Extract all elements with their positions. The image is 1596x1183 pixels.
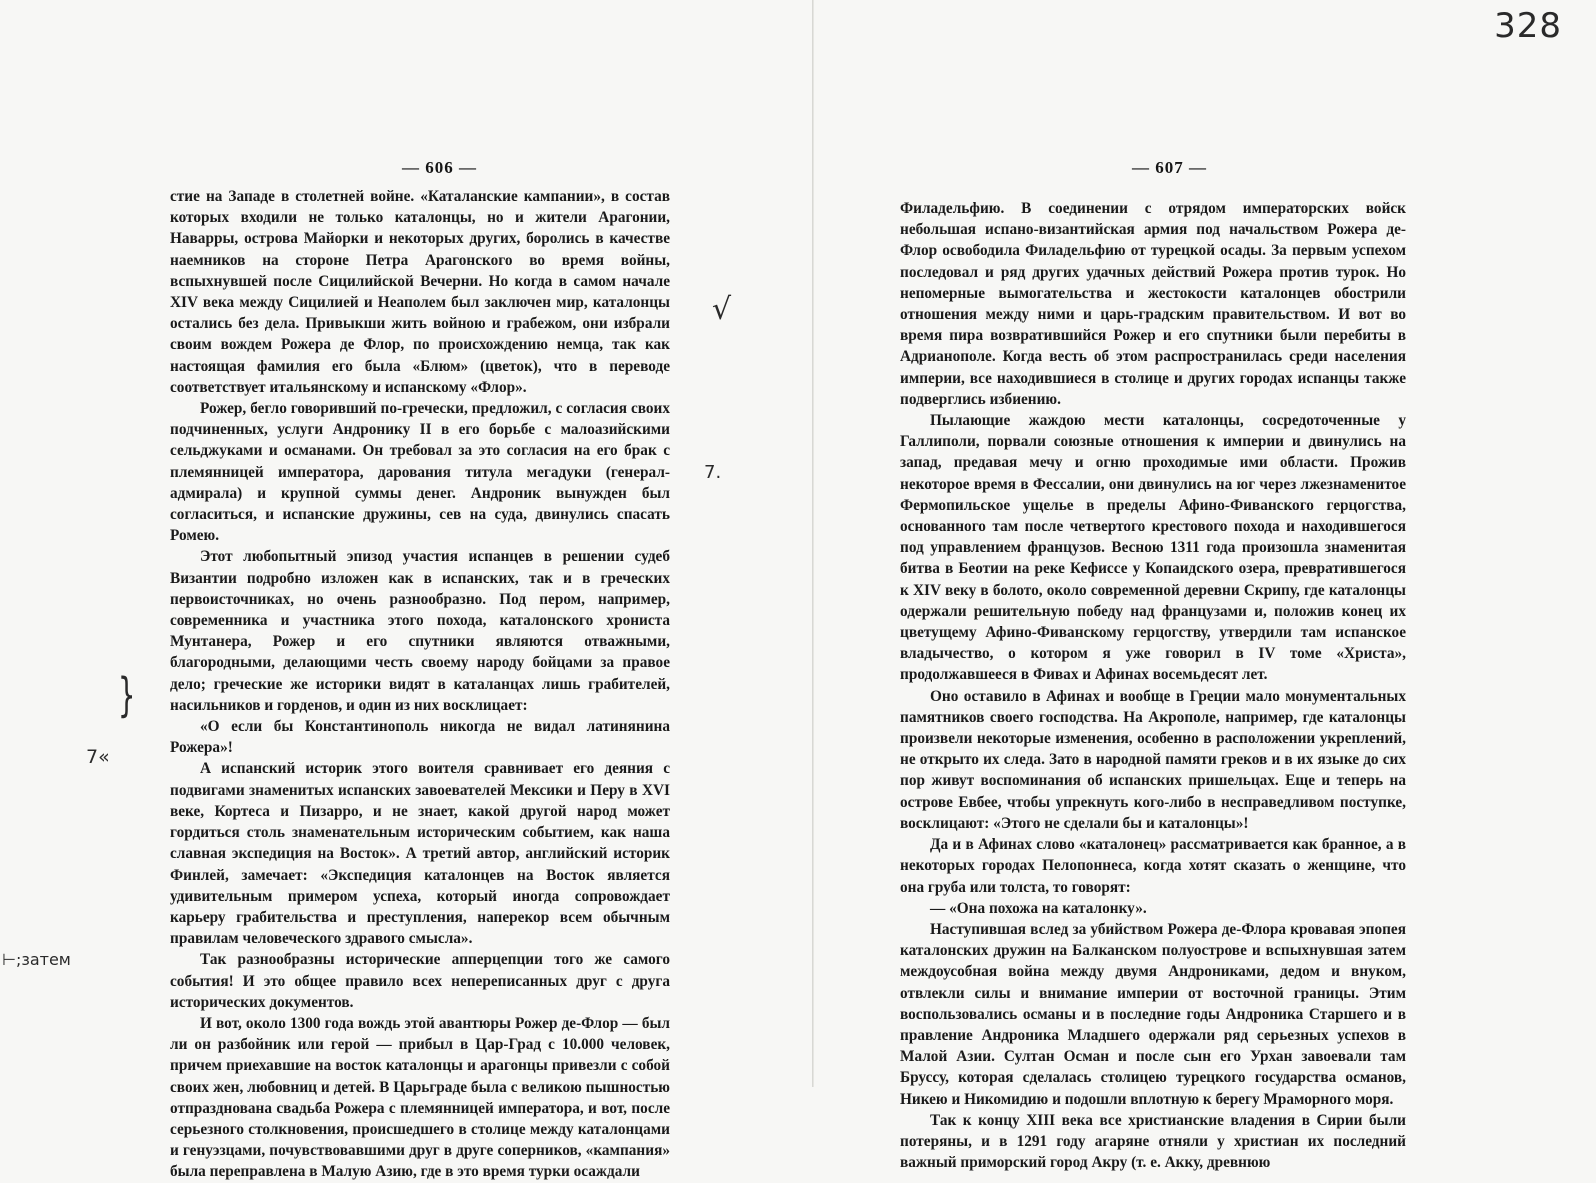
margin-check-mark: √ [712,292,732,327]
paragraph: А испанский историк этого воителя сравнивает его деяния с подвигами знаменитых испанских завоевателей Мексики и Перу в XVI веке, Кортеса и Пизарро, и не знает, какой другой народ может гордиться столь знаменательным историческим событием, как наша славная экспедиция на Восток». А третий автор, английский историк Финлей, замечает: «Экспедиция каталонцев на Восток является удивительным примером успеха, который иногда сопровождает карьеру грабительства и преступления, наперекор всем обычным правилам человеческого здравого смысла». [170,760,670,948]
paragraph: — «Она похожа на каталонку». [930,899,1147,917]
paragraph: Да и в Афинах слово «каталонец» рассматривается как бранное, а в некоторых городах Пелопоннеса, когда хотят сказать о женщине, что она груба или толста, то говорят: [900,836,1406,896]
page-number: — 607 — [1132,158,1207,177]
right-page [814,0,1596,1172]
paragraph: стие на Западе в столетней войне. «Каталанские кампании», в состав которых входили не только каталонцы, но и жители Арагонии, Наварры, острова Майорки и некоторых других, боролись в качестве наемников на стороне Петра Арагонского во время войны, вспыхнувшей после Сицилийской Вечерни. Но когда в самом начале XIV века между Сицилией и Неаполем был заключен мир, каталонцы остались без дела. Привыкши жить войною и грабежом, они избрали своим вождем Рожера де Флор, по происхождению немца, так как настоящая фамилия его была «Блюм» (цветок), что в переводе соответствует итальянскому и испанскому «Флор». [170,188,670,396]
page-body [900,198,1406,1173]
margin-zatem-note: ⊢;затем [2,950,71,969]
page-number: — 606 — [402,158,477,177]
page-body [170,186,670,1183]
paragraph: Этот любопытный эпизод участия испанцев в решении судеб Византии подробно изложен как в испанских, так и в греческих первоисточниках, но очень разнообразно. Под пером, например, современника и участника этого похода, каталонского хрониста Мунтанера, Рожер и его спутники являются отважными, благородными, делающими честь своему народу бойцами за правое дело; греческие же историки видят в каталанцах лишь грабителей, насильников и горденов, и один из них восклицает: [170,548,670,714]
paragraph: Филадельфию. В соединении с отрядом императорских войск небольшая испано-византийская армия под начальством Рожера де-Флор освободила Филадельфию от турецкой осады. За первым успехом последовал и ряд других удачных действий Рожера против турок. Но непомерные вымогательства и жестокости каталонцев обострили отношения между ними и царь-градским правительством. И вот во время пира возвратившийся Рожер и его спутники были перебиты в Адрианополе. Когда весть об этом распространилась среди населения империи, все находившиеся в столице и других городах испанцы также подверглись избиению. [900,200,1406,408]
paragraph: И вот, около 1300 года вождь этой авантюры Рожер де-Флор — был ли он разбойник или герой — прибыл в Цар-Град с 10.000 человек, причем приехавшие на восток каталонцы и арагонцы привезли с собой своих жен, любовниц и детей. В Царьграде была с великою пышностью отпразднована свадьба Рожера с племянницей императора, и вот, после серьезного столкновения, происшедшего в столице между каталонцами и генуэзцами, почувствовавшими друг в друге соперников, «кампания» была переправлена в Малую Азию, где в это время турки осаждали [170,1014,670,1181]
margin-seven-right: 7. [704,462,722,483]
paragraph: Пылающие жаждою мести каталонцы, сосредоточенные у Галлиполи, порвали союзные отношения к империи и двинулись на запад, предавая мечу и огню проходимые ими области. Прожив некоторое время в Фессалии, они двинулись на юг через лжезнаменитое Фермопильское ущелье в пределы Афино-Фиванского герцогства, основанного там после четвертого крестового похода и находившегося под управлением французов. Весною 1311 года произошла знаменитая битва в Беотии на реке Кефиссе у Копаидского озера, превратившегося к XIV веку в болото, около современной деревни Скрипу, где каталонцы одержали решительную победу над французами и, положив конец их цветущему Афино-Фиванскому герцогству, утвердили там испанское владычество, о котором я уже говорил в IV томе «Христа», продолжавшееся в Фивах и Афинах восемьдесят лет. [900,412,1406,684]
margin-bracket-mark: } [117,668,136,722]
paragraph: Так к концу XIII века все христианские владения в Сирии были потеряны, и в 1291 году агаряне отняли у христиан их последний важный приморский город Акру (т. е. Акку, древнюю [900,1111,1406,1172]
paragraph: Оно оставило в Афинах и вообще в Греции мало монументальных памятников своего господства. На Акрополе, например, где каталонцы произвели некоторые изменения, особенно в расположении укреплений, не открыто их следа. Зато в народной памяти греков и в их языке до сих пор живут воспоминания об испанских пришельцах. Еще и теперь на острове Евбее, чтобы упрекнуть кого-либо в несправедливом поступке, восклицают: «Этого не сделали бы и каталонцы»! [900,687,1406,832]
handwritten-folio-number: 328 [1494,6,1562,46]
paragraph: Рожер, бегло говоривший по-гречески, предложил, с согласия своих подчиненных, услуги Андронику II в его борьбе с малоазийскими сельджуками и османами. Он требовал за это согласия на его брак с племянницей императора, дарования титула мегадуки (генерал-адмирала) и крупной суммы денег. Андроник вынужден был согласиться, и испанские дружины, сев на суда, двинулись спасать Ромею. [170,400,670,545]
paragraph: Так разнообразны исторические апперцепции того же самого события! И это общее правило всех непереписанных друг с друга исторических документов. [170,951,670,1011]
paragraph: «О если бы Константинополь никогда не видал латинянина Рожера»! [170,718,670,757]
paragraph: Наступившая вслед за убийством Рожера де-Флора кровавая эпопея каталонских дружин на Балканском полуострове и вспыхнувшая затем междоусобная война между двумя Андрониками, дедом и внуком, отвлекли силы и внимание империи от восточной границы. Этим воспользовались османы и в последние годы Андроника Старшего и в правление Андроника Младшего одержали ряд серьезных успехов в Малой Азии. Султан Осман и после сын его Урхан завоевали там Бруссу, которая сделалась столицею турецкого государства османов, Никею и Никомидию и подошли вплотную к берегу Мраморного моря. [900,920,1406,1108]
margin-seven-mark: 7« [86,746,110,768]
